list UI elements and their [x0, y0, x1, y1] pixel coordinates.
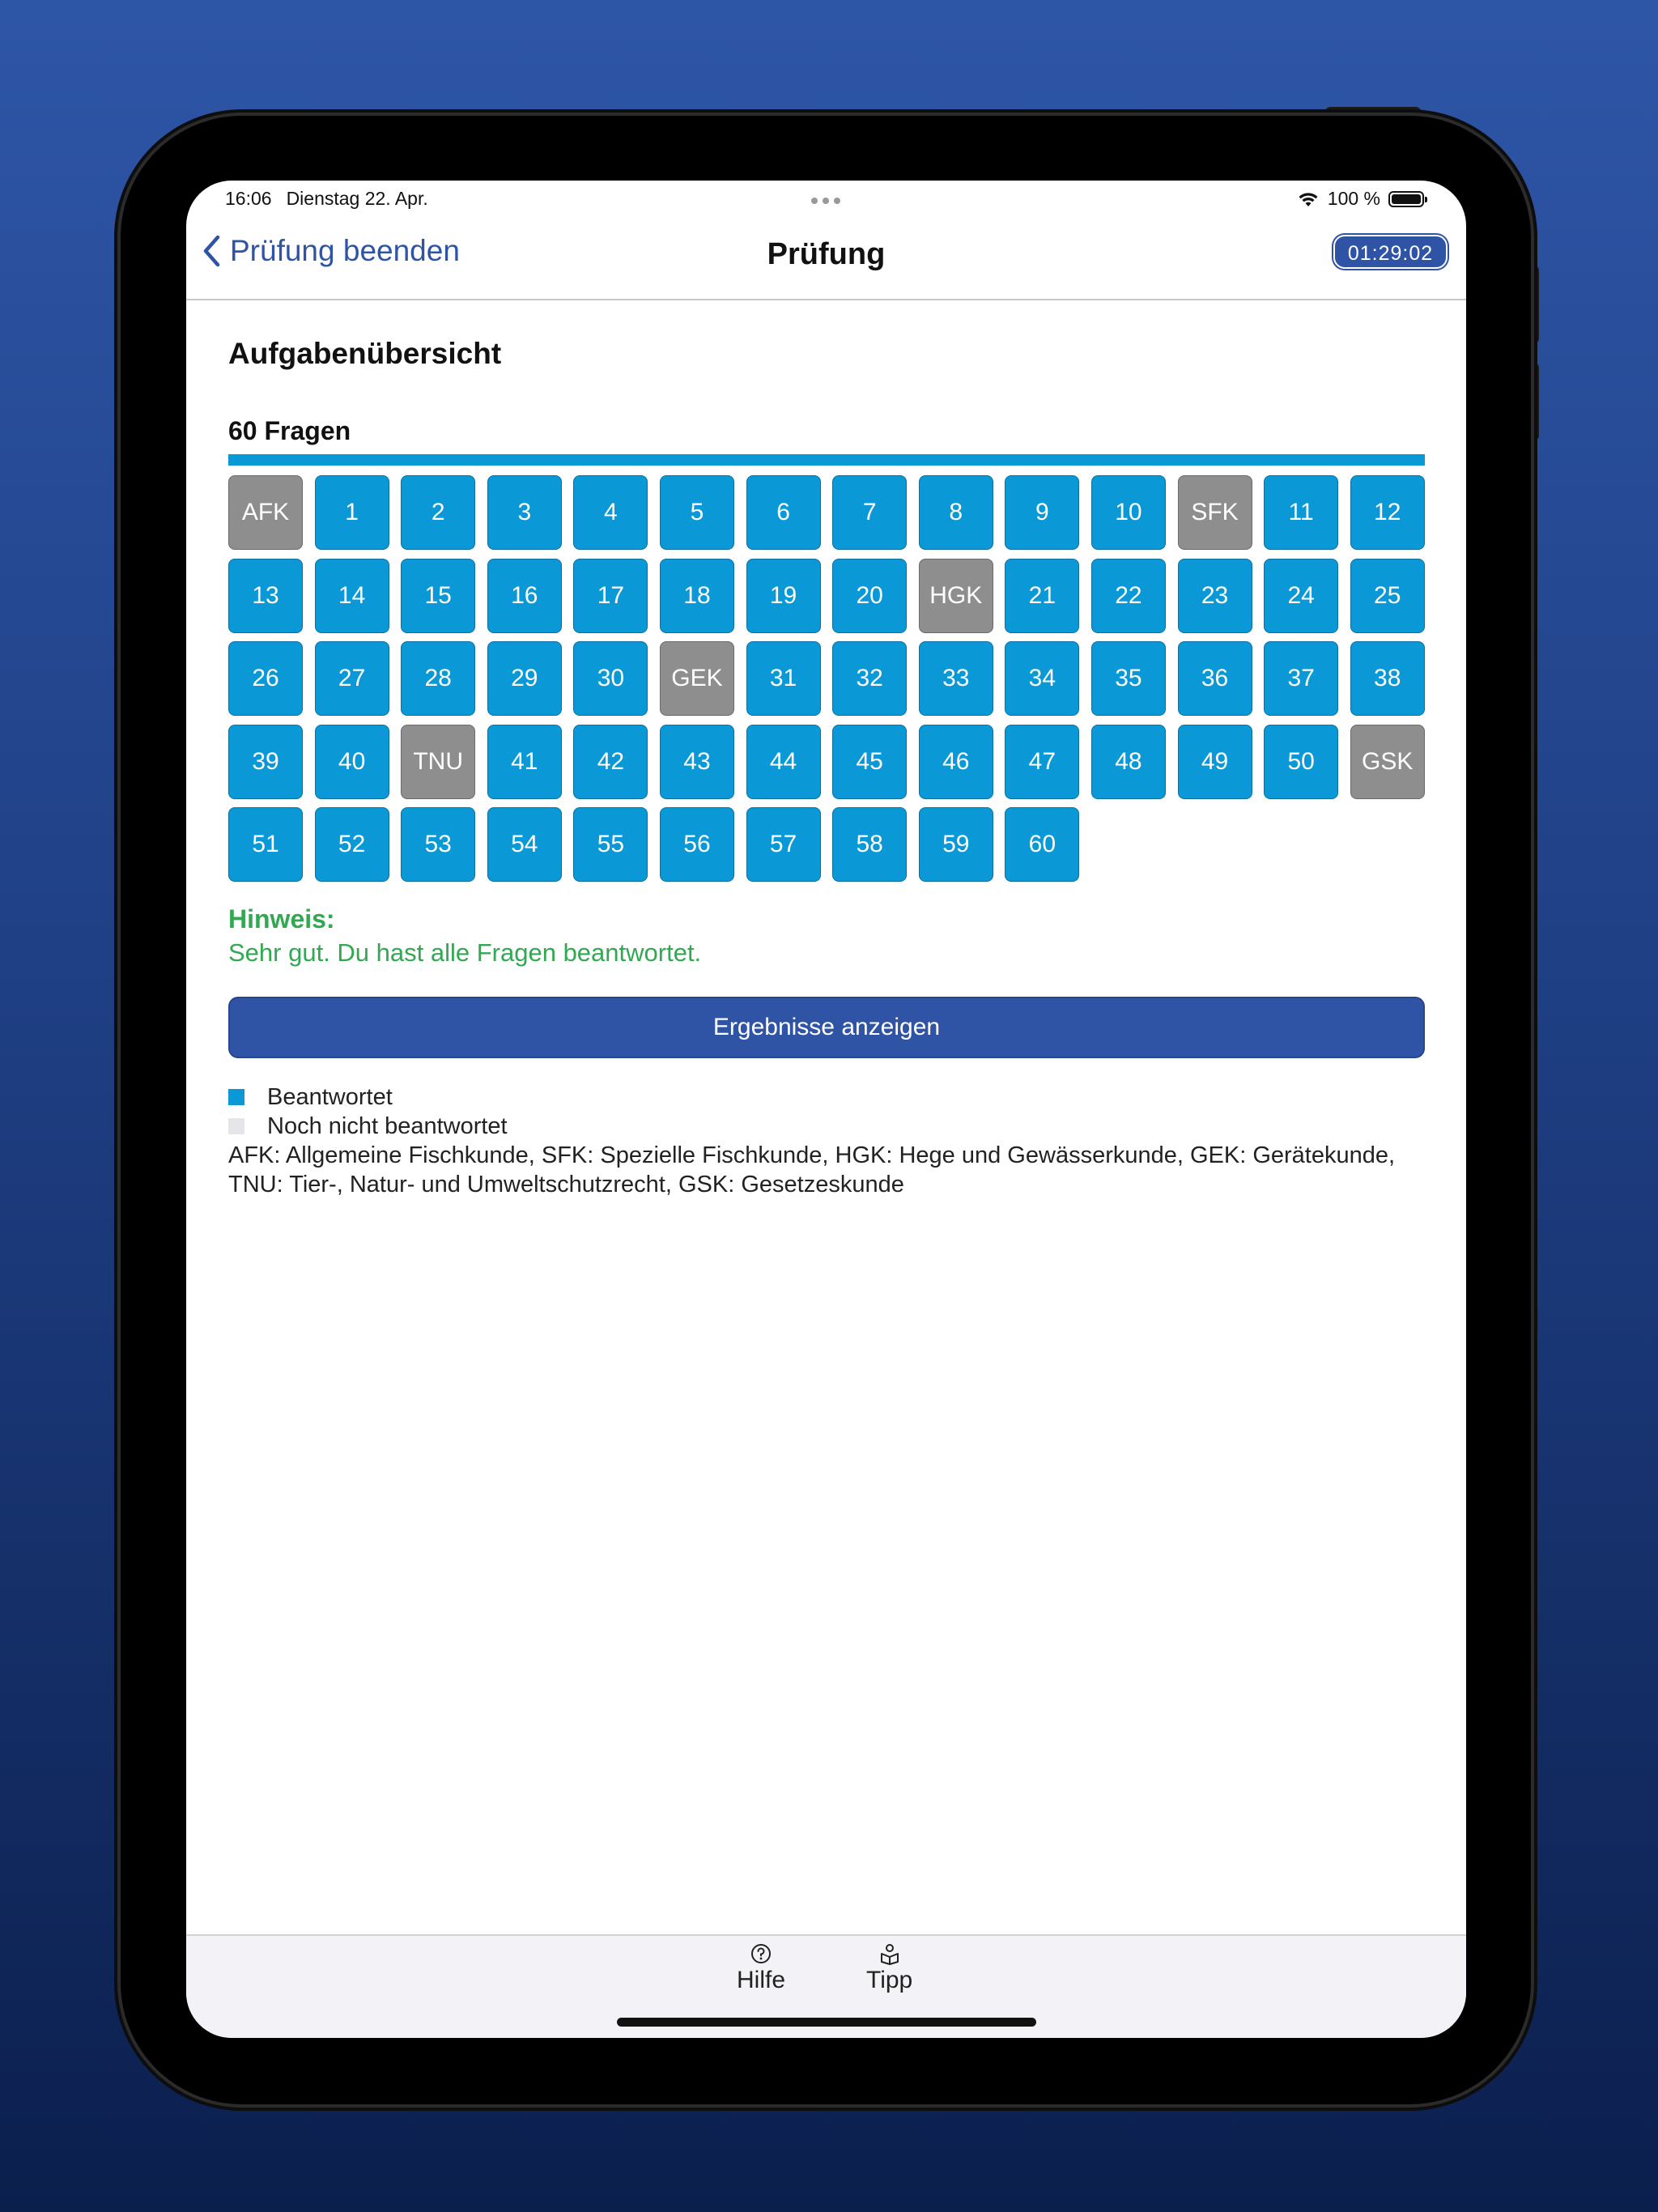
- question-cell-30[interactable]: 30: [573, 641, 648, 716]
- category-cell-sfk[interactable]: SFK: [1178, 475, 1252, 550]
- question-cell-19[interactable]: 19: [746, 559, 821, 633]
- page-title: Prüfung: [767, 237, 886, 271]
- answered-swatch: [228, 1089, 244, 1105]
- question-cell-37[interactable]: 37: [1264, 641, 1338, 716]
- question-cell-2[interactable]: 2: [401, 475, 475, 550]
- battery-icon: [1388, 191, 1424, 207]
- question-cell-46[interactable]: 46: [919, 725, 993, 799]
- question-cell-23[interactable]: 23: [1178, 559, 1252, 633]
- question-cell-60[interactable]: 60: [1005, 807, 1079, 882]
- question-cell-39[interactable]: 39: [228, 725, 303, 799]
- multitasking-dots-icon[interactable]: [811, 198, 840, 204]
- question-cell-53[interactable]: 53: [401, 807, 475, 882]
- question-cell-43[interactable]: 43: [660, 725, 734, 799]
- category-cell-tnu[interactable]: TNU: [401, 725, 475, 799]
- status-date: Dienstag 22. Apr.: [286, 188, 428, 209]
- bottom-toolbar: [186, 1934, 1466, 2038]
- question-cell-13[interactable]: 13: [228, 559, 303, 633]
- question-cell-14[interactable]: 14: [315, 559, 389, 633]
- legend-answered-label: Beantwortet: [267, 1084, 393, 1110]
- home-indicator[interactable]: [617, 2018, 1036, 2027]
- question-cell-55[interactable]: 55: [573, 807, 648, 882]
- question-cell-48[interactable]: 48: [1091, 725, 1166, 799]
- question-cell-16[interactable]: 16: [487, 559, 562, 633]
- question-cell-57[interactable]: 57: [746, 807, 821, 882]
- status-time-date: [225, 188, 428, 210]
- battery-percentage: 100 %: [1327, 188, 1380, 209]
- question-cell-40[interactable]: 40: [315, 725, 389, 799]
- question-cell-18[interactable]: 18: [660, 559, 734, 633]
- status-bar: [186, 181, 1466, 219]
- question-cell-50[interactable]: 50: [1264, 725, 1338, 799]
- question-cell-44[interactable]: 44: [746, 725, 821, 799]
- book-lightbulb-icon: [878, 1942, 901, 1965]
- question-cell-24[interactable]: 24: [1264, 559, 1338, 633]
- question-cell-25[interactable]: 25: [1350, 559, 1425, 633]
- question-cell-54[interactable]: 54: [487, 807, 562, 882]
- help-tab[interactable]: [737, 1942, 785, 1994]
- tip-tab-label: Tipp: [866, 1967, 913, 1993]
- exam-timer: 01:29:02: [1333, 235, 1448, 269]
- show-results-button[interactable]: Ergebnisse anzeigen: [228, 997, 1425, 1058]
- question-cell-10[interactable]: 10: [1091, 475, 1166, 550]
- navigation-bar: [186, 219, 1466, 300]
- progress-fill: [228, 454, 1425, 466]
- category-cell-gek[interactable]: GEK: [660, 641, 734, 716]
- question-cell-27[interactable]: 27: [315, 641, 389, 716]
- question-cell-29[interactable]: 29: [487, 641, 562, 716]
- device-volume-up-button: [1531, 266, 1539, 343]
- legend: [228, 1083, 1425, 1199]
- question-cell-8[interactable]: 8: [919, 475, 993, 550]
- question-cell-34[interactable]: 34: [1005, 641, 1079, 716]
- question-cell-51[interactable]: 51: [228, 807, 303, 882]
- question-cell-26[interactable]: 26: [228, 641, 303, 716]
- wifi-icon: [1297, 190, 1320, 208]
- back-label: Prüfung beenden: [230, 234, 460, 267]
- category-cell-afk[interactable]: AFK: [228, 475, 303, 550]
- question-cell-6[interactable]: 6: [746, 475, 821, 550]
- hint-label: Hinweis:: [228, 904, 335, 934]
- question-count: 60 Fragen: [228, 416, 351, 445]
- question-cell-41[interactable]: 41: [487, 725, 562, 799]
- question-cell-52[interactable]: 52: [315, 807, 389, 882]
- question-cell-12[interactable]: 12: [1350, 475, 1425, 550]
- tip-tab[interactable]: [866, 1942, 912, 1994]
- question-circle-icon: [750, 1942, 772, 1965]
- question-cell-35[interactable]: 35: [1091, 641, 1166, 716]
- legend-unanswered-label: Noch nicht beantwortet: [267, 1113, 508, 1139]
- question-cell-42[interactable]: 42: [573, 725, 648, 799]
- question-cell-17[interactable]: 17: [573, 559, 648, 633]
- device-volume-down-button: [1531, 363, 1539, 440]
- question-cell-56[interactable]: 56: [660, 807, 734, 882]
- question-cell-1[interactable]: 1: [315, 475, 389, 550]
- status-indicators: [1297, 188, 1424, 210]
- question-cell-45[interactable]: 45: [832, 725, 907, 799]
- category-cell-hgk[interactable]: HGK: [919, 559, 993, 633]
- hint-text: Sehr gut. Du hast alle Fragen beantwortet.: [228, 938, 702, 967]
- question-cell-33[interactable]: 33: [919, 641, 993, 716]
- legend-answered: [228, 1083, 1425, 1112]
- question-cell-59[interactable]: 59: [919, 807, 993, 882]
- question-cell-28[interactable]: 28: [401, 641, 475, 716]
- legend-unanswered: [228, 1112, 1425, 1141]
- question-cell-4[interactable]: 4: [573, 475, 648, 550]
- question-cell-7[interactable]: 7: [832, 475, 907, 550]
- abbreviation-legend: AFK: Allgemeine Fischkunde, SFK: Spezielle Fischkunde, HGK: Hege und Gewässerkunde, GEK: Gerätekunde, TNU: Tier-, Natur- und Umweltschutzrecht, GSK: Gesetzeskunde: [228, 1142, 1396, 1197]
- question-cell-32[interactable]: 32: [832, 641, 907, 716]
- screen: [186, 181, 1466, 2038]
- question-cell-21[interactable]: 21: [1005, 559, 1079, 633]
- question-cell-5[interactable]: 5: [660, 475, 734, 550]
- help-tab-label: Hilfe: [737, 1967, 786, 1993]
- question-cell-22[interactable]: 22: [1091, 559, 1166, 633]
- question-cell-15[interactable]: 15: [401, 559, 475, 633]
- status-time: 16:06: [225, 188, 272, 209]
- question-grid: [228, 475, 1425, 882]
- question-cell-38[interactable]: 38: [1350, 641, 1425, 716]
- overview-title: Aufgabenübersicht: [228, 337, 502, 370]
- question-cell-58[interactable]: 58: [832, 807, 907, 882]
- question-cell-9[interactable]: 9: [1005, 475, 1079, 550]
- question-cell-36[interactable]: 36: [1178, 641, 1252, 716]
- question-cell-20[interactable]: 20: [832, 559, 907, 633]
- question-cell-49[interactable]: 49: [1178, 725, 1252, 799]
- question-cell-47[interactable]: 47: [1005, 725, 1079, 799]
- progress-bar: [228, 454, 1425, 466]
- category-cell-gsk[interactable]: GSK: [1350, 725, 1425, 799]
- unanswered-swatch: [228, 1118, 244, 1134]
- question-cell-11[interactable]: 11: [1264, 475, 1338, 550]
- question-cell-3[interactable]: 3: [487, 475, 562, 550]
- question-cell-31[interactable]: 31: [746, 641, 821, 716]
